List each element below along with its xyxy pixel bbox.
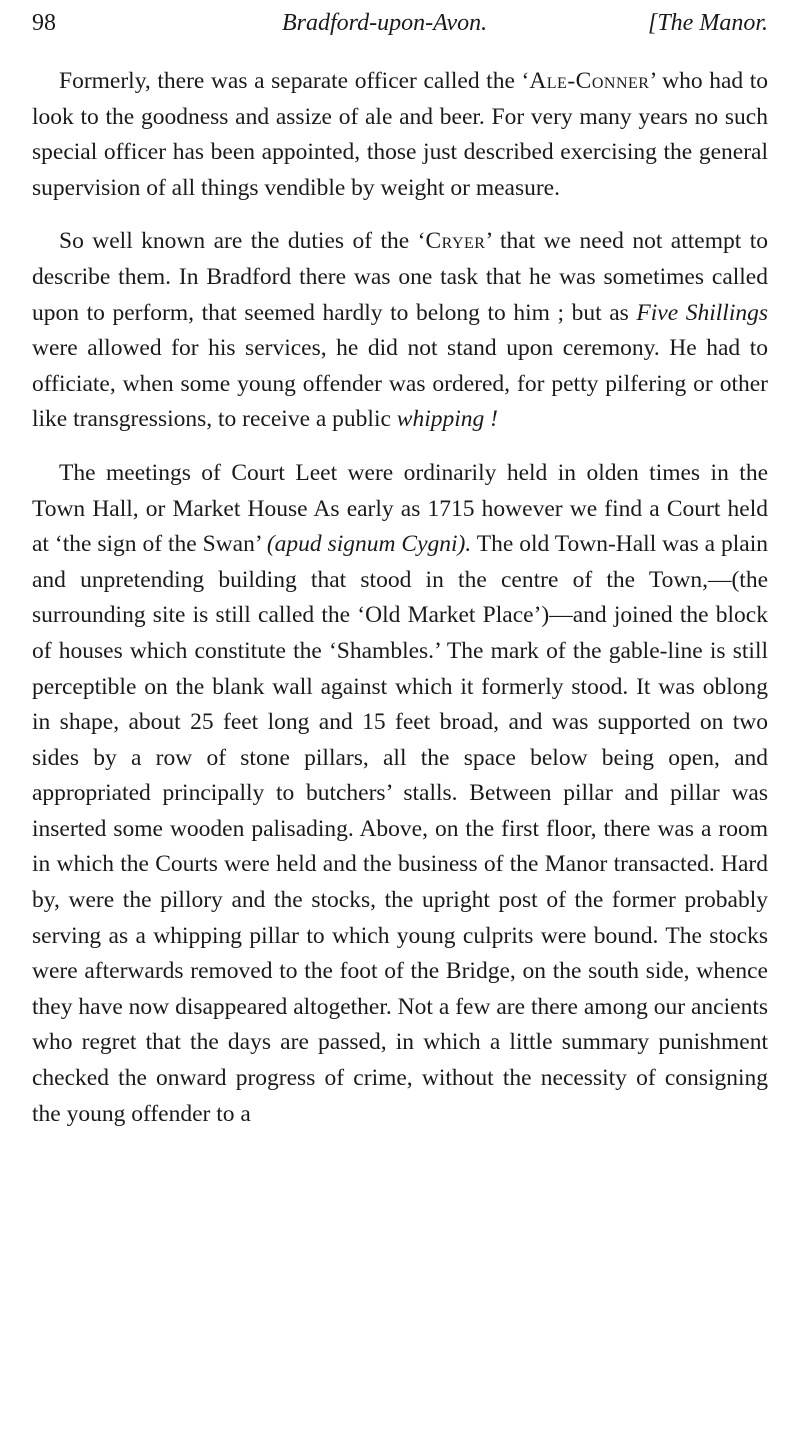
paragraph-text: Formerly, there was a separate officer called the ‘: [59, 68, 530, 94]
latin-phrase: (apud signum Cygni).: [266, 531, 472, 558]
paragraph-cryer: [32, 224, 768, 438]
book-page: [32, 0, 768, 1132]
paragraph-text: were allowed for his services, he did not stand upon ceremony. He had to officiate, when some young offender was ordered, for petty pilfering or other like transgressions, to receive a public: [32, 335, 768, 433]
paragraph-text: The meetings of Court Leet were ordinarily held in olden times in the Town Hall, or Market House As early as 1715 however we find a Court held at ‘the sign of the Swan’: [32, 459, 768, 558]
paragraph-text: The old Town-Hall was a plain and unpretending building that stood in the centre of the Town,—(the surrounding site is still called the ‘Old Market Place’)—and joined the block of houses which constitute the ‘Shambles.’ The mark of the gable-line is still perceptible on the blank wall against which it formerly stood. It was oblong in shape, about 25 feet long and 15 feet broad, and was supported on two sides by a row of stone pillars, all the space below being open, and appropriated principally to butchers’ stalls. Between pillar and pillar was inserted some wooden palisading. Above, on the first floor, there was a room in which the Courts were held and the business of the Manor transacted. Hard by, were the pillory and the stocks, the upright post of the former probably serving as a whipping pillar to which young culprits were bound. The stocks were afterwards removed to the foot of the Bridge, on the south side, whence they have now disappeared altogether. Not a few are there among our ancients who regret that the days are passed, in which a little summary punishment checked the onward progress of crime, without the necessity of consigning the young offender to a: [32, 531, 768, 1127]
section-title: [The Manor.: [647, 10, 768, 36]
ale-conner-term: Ale-Conner: [529, 68, 650, 94]
paragraph-text: So well known are the duties of the ‘: [59, 228, 426, 255]
cryer-term: Cryer: [425, 228, 486, 255]
whipping-term: whipping !: [396, 406, 498, 433]
page-number: 98: [32, 10, 56, 36]
paragraph-ale-conner: [32, 64, 768, 206]
paragraph-text: ’ that we need not attempt to describe them. In Bradford there was one task that he was sometimes called upon to perform, that seemed hardly to belong to him ; but as: [32, 228, 769, 326]
paragraph-text: ’ who had to look to the goodness and assize of ale and beer. For very many years no such special officer has been appointed, those just described exercising the general supervision of all things vendible by weight or measure.: [32, 68, 768, 201]
running-head: [32, 0, 768, 44]
five-shillings-term: Five Shillings: [636, 299, 768, 326]
running-title: Bradford-upon-Avon.: [282, 10, 488, 36]
paragraph-court-leet: [32, 456, 768, 1132]
